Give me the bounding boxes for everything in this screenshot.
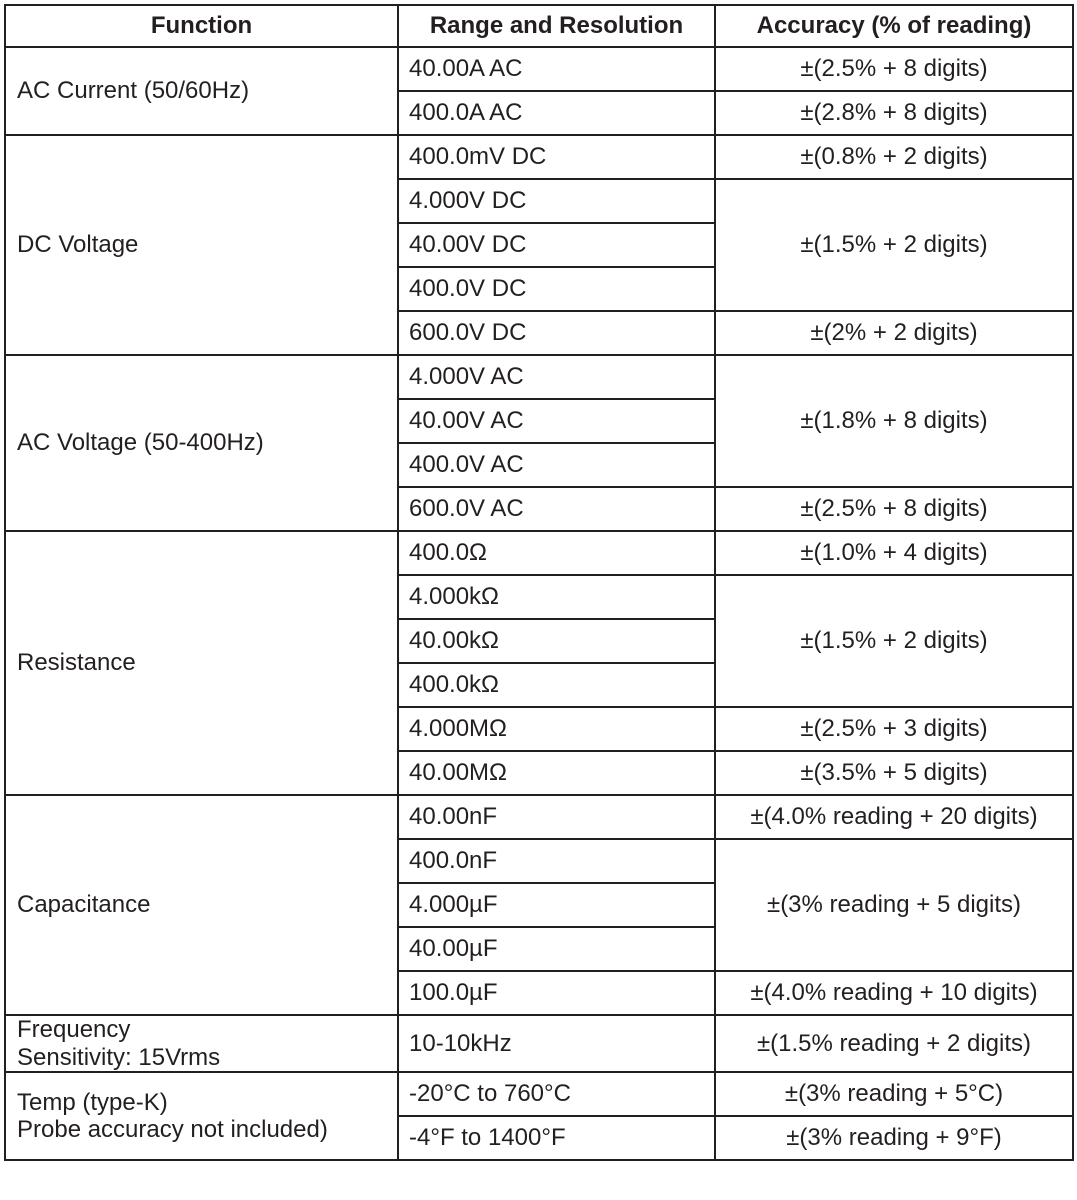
accuracy-cell: ±(3% reading + 9°F) — [715, 1116, 1073, 1160]
range-cell: 400.0V AC — [398, 443, 715, 487]
range-cell: 400.0mV DC — [398, 135, 715, 179]
range-cell: 4.000V AC — [398, 355, 715, 399]
accuracy-cell: ±(1.5% + 2 digits) — [715, 179, 1073, 311]
specifications-table — [4, 4, 1074, 1161]
function-frequency-line2: Sensitivity: 15Vrms — [17, 1043, 221, 1071]
range-cell: 4.000V DC — [398, 179, 715, 223]
range-cell: 400.0Ω — [398, 531, 715, 575]
range-cell: 4.000kΩ — [398, 575, 715, 619]
range-cell: 40.00µF — [398, 927, 715, 971]
table-row — [5, 795, 1073, 839]
range-cell: 40.00A AC — [398, 47, 715, 91]
range-cell: 40.00MΩ — [398, 751, 715, 795]
range-cell: 100.0µF — [398, 971, 715, 1015]
table-row — [5, 1015, 1073, 1072]
accuracy-cell: ±(2% + 2 digits) — [715, 311, 1073, 355]
accuracy-cell: ±(4.0% reading + 10 digits) — [715, 971, 1073, 1015]
range-cell: 400.0nF — [398, 839, 715, 883]
range-cell: 40.00V AC — [398, 399, 715, 443]
range-cell: 600.0V DC — [398, 311, 715, 355]
accuracy-cell: ±(2.5% + 8 digits) — [715, 487, 1073, 531]
header-row — [5, 5, 1073, 47]
accuracy-cell: ±(2.5% + 8 digits) — [715, 47, 1073, 91]
table-row — [5, 1072, 1073, 1116]
table-row — [5, 135, 1073, 179]
function-temperature-line1: Temp (type-K) — [17, 1088, 168, 1116]
range-cell: -4°F to 1400°F — [398, 1116, 715, 1160]
function-ac-current: AC Current (50/60Hz) — [5, 47, 398, 135]
accuracy-cell: ±(1.8% + 8 digits) — [715, 355, 1073, 487]
accuracy-cell: ±(3% reading + 5 digits) — [715, 839, 1073, 971]
header-range: Range and Resolution — [398, 5, 715, 47]
function-frequency — [5, 1015, 398, 1072]
header-function: Function — [5, 5, 398, 47]
function-ac-voltage: AC Voltage (50-400Hz) — [5, 355, 398, 531]
range-cell: 40.00nF — [398, 795, 715, 839]
range-cell: 400.0V DC — [398, 267, 715, 311]
function-temperature — [5, 1072, 398, 1160]
range-cell: 4.000MΩ — [398, 707, 715, 751]
accuracy-cell: ±(2.5% + 3 digits) — [715, 707, 1073, 751]
range-cell: 600.0V AC — [398, 487, 715, 531]
range-cell: 40.00kΩ — [398, 619, 715, 663]
function-frequency-line1: Frequency — [17, 1016, 131, 1043]
function-dc-voltage: DC Voltage — [5, 135, 398, 355]
accuracy-cell: ±(1.5% + 2 digits) — [715, 575, 1073, 707]
accuracy-cell: ±(4.0% reading + 20 digits) — [715, 795, 1073, 839]
range-cell: 10-10kHz — [398, 1015, 715, 1072]
accuracy-cell: ±(1.5% reading + 2 digits) — [715, 1015, 1073, 1072]
header-accuracy: Accuracy (% of reading) — [715, 5, 1073, 47]
range-cell: 40.00V DC — [398, 223, 715, 267]
function-resistance: Resistance — [5, 531, 398, 795]
accuracy-cell: ±(3% reading + 5°C) — [715, 1072, 1073, 1116]
accuracy-cell: ±(0.8% + 2 digits) — [715, 135, 1073, 179]
table-row — [5, 47, 1073, 91]
table-row — [5, 355, 1073, 399]
accuracy-cell: ±(1.0% + 4 digits) — [715, 531, 1073, 575]
function-capacitance: Capacitance — [5, 795, 398, 1015]
range-cell: -20°C to 760°C — [398, 1072, 715, 1116]
range-cell: 400.0A AC — [398, 91, 715, 135]
accuracy-cell: ±(2.8% + 8 digits) — [715, 91, 1073, 135]
function-temperature-line2: Probe accuracy not included) — [17, 1116, 328, 1144]
accuracy-cell: ±(3.5% + 5 digits) — [715, 751, 1073, 795]
table-row — [5, 531, 1073, 575]
range-cell: 4.000µF — [398, 883, 715, 927]
range-cell: 400.0kΩ — [398, 663, 715, 707]
